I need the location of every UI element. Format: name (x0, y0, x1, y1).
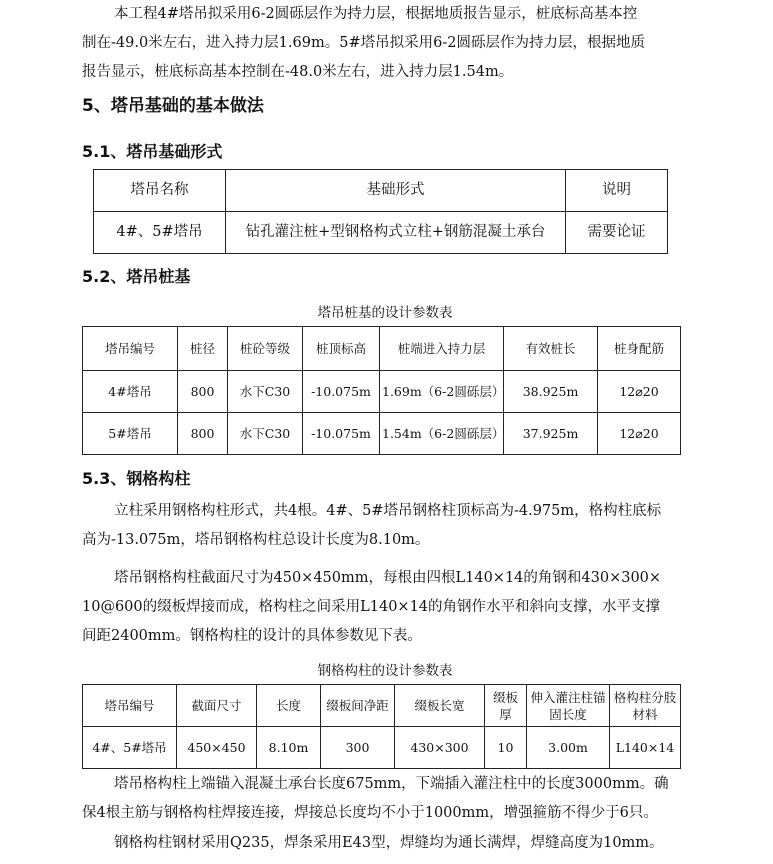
table-cell: 300 (321, 727, 395, 769)
table-row (83, 727, 681, 769)
table-cell: -10.075m (303, 371, 380, 413)
table-header-cell: 缀板厚 (485, 685, 527, 727)
table-cell: -10.075m (303, 413, 380, 455)
text-line: 报告显示，桩底标高基本控制在-48.0米左右，进入持力层1.54m。 (82, 64, 514, 80)
text-line: 钢格构柱钢材采用Q235，焊条采用E43型，焊缝均为通长满焊，焊缝高度为10mm。 (114, 835, 664, 851)
table-cell: 4#、5#塔吊 (94, 212, 226, 254)
table-cell: 37.925m (504, 413, 598, 455)
text-line: 保4根主筋与钢格构柱焊接连接，焊接总长度均不小于1000mm，增强箍筋不得少于6只。 (82, 805, 658, 821)
text-line: 塔吊格构柱上端锚入混凝土承台长度675mm，下端插入灌注柱中的长度3000mm。确 (114, 776, 669, 792)
table-header-cell: 截面尺寸 (177, 685, 257, 727)
table-cell: 450×450 (177, 727, 257, 769)
table-header-row (94, 170, 668, 212)
table-cell: 800 (178, 371, 228, 413)
text-line: 10@600的缀板焊接而成，格构柱之间采用L140×14的角钢作水平和斜向支撑，水平支撑 (82, 599, 661, 615)
text-line: 间距2400mm。钢格构柱的设计的具体参数见下表。 (82, 628, 422, 644)
table-cell: 5#塔吊 (83, 413, 178, 455)
table-header-cell: 塔吊编号 (83, 327, 178, 371)
table-row (94, 212, 668, 254)
table-cell: 4#、5#塔吊 (83, 727, 177, 769)
table-header-cell: 塔吊编号 (83, 685, 177, 727)
lattice-column-paragraph-4 (82, 829, 688, 858)
foundation-form-table (93, 169, 668, 254)
table-header-row (83, 685, 681, 727)
table-header-cell: 伸入灌注柱锚固长度 (527, 685, 610, 727)
intro-paragraph (82, 0, 688, 87)
table-cell: 水下C30 (228, 413, 303, 455)
table-cell: 1.69m（6-2圆砾层） (380, 371, 504, 413)
section-5-heading: 5、塔吊基础的基本做法 (82, 96, 264, 116)
table-cell: 需要论证 (566, 212, 668, 254)
text-line: 塔吊钢格构柱截面尺寸为450×450mm，每根由四根L140×14的角钢和430×300× (114, 570, 662, 586)
table-cell: 4#塔吊 (83, 371, 178, 413)
table-header-cell: 有效桩长 (504, 327, 598, 371)
table-cell: 8.10m (257, 727, 321, 769)
table-header-cell: 长度 (257, 685, 321, 727)
table-header-cell: 基础形式 (226, 170, 566, 212)
table-cell: 12⌀20 (598, 371, 681, 413)
table-cell: 800 (178, 413, 228, 455)
table-cell: 430×300 (395, 727, 485, 769)
pile-parameter-table (82, 326, 681, 455)
table-header-cell: 桩砼等级 (228, 327, 303, 371)
text-line: 高为-13.075m，塔吊钢格构柱总设计长度为8.10m。 (82, 532, 430, 548)
lattice-column-paragraph-1 (82, 497, 688, 555)
lattice-column-paragraph-2 (82, 564, 688, 651)
text-line: 制在-49.0米左右，进入持力层1.69m。5#塔吊拟采用6-2圆砾层作为持力层，根据地质 (82, 35, 645, 51)
section-5-1-heading: 5.1、塔吊基础形式 (82, 142, 223, 161)
table-row (83, 371, 681, 413)
table-header-cell: 塔吊名称 (94, 170, 226, 212)
table-header-cell: 桩顶标高 (303, 327, 380, 371)
lattice-column-paragraph-3 (82, 770, 688, 828)
table-header-cell: 桩径 (178, 327, 228, 371)
table-cell: 38.925m (504, 371, 598, 413)
section-5-2-heading: 5.2、塔吊桩基 (82, 267, 191, 286)
lattice-table-caption: 钢格构柱的设计参数表 (317, 663, 453, 679)
table-header-row (83, 327, 681, 371)
table-cell: 3.00m (527, 727, 610, 769)
table-cell: 水下C30 (228, 371, 303, 413)
table-cell: 12⌀20 (598, 413, 681, 455)
lattice-column-parameter-table (82, 684, 681, 769)
table-header-cell: 缀板长宽 (395, 685, 485, 727)
text-line: 本工程4#塔吊拟采用6-2圆砾层作为持力层，根据地质报告显示，桩底标高基本控 (114, 6, 638, 22)
table-cell: L140×14 (610, 727, 681, 769)
table-header-cell: 格构柱分肢材料 (610, 685, 681, 727)
table-cell: 10 (485, 727, 527, 769)
section-5-3-heading: 5.3、钢格构柱 (82, 469, 191, 488)
table-cell: 1.54m（6-2圆砾层） (380, 413, 504, 455)
table-header-cell: 桩端进入持力层 (380, 327, 504, 371)
text-line: 立柱采用钢格构柱形式，共4根。4#、5#塔吊钢格柱顶标高为-4.975m，格构柱底标 (114, 503, 662, 519)
table-header-cell: 说明 (566, 170, 668, 212)
pile-table-caption: 塔吊桩基的设计参数表 (317, 305, 453, 321)
table-header-cell: 缀板间净距 (321, 685, 395, 727)
table-cell: 钻孔灌注桩+型钢格构式立柱+钢筋混凝土承台 (226, 212, 566, 254)
table-header-cell: 桩身配筋 (598, 327, 681, 371)
table-row (83, 413, 681, 455)
